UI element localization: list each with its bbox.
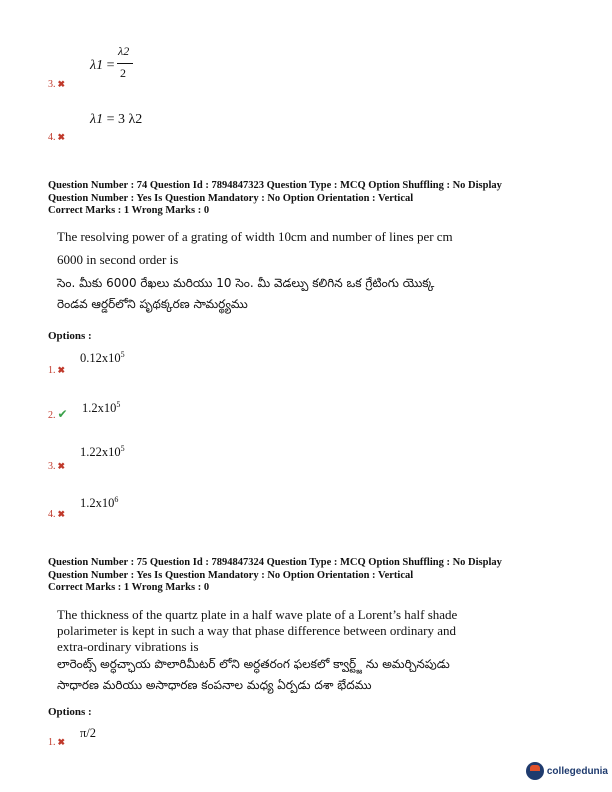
options-label: Options : bbox=[48, 330, 92, 342]
header-line-1: Question Number : 75 Question Id : 7894847324 Question Type : MCQ Option Shuffling : No Display bbox=[48, 557, 502, 568]
wrong-icon: ✖ bbox=[57, 132, 66, 142]
option-4-formula bbox=[90, 112, 142, 128]
option-number bbox=[48, 461, 65, 472]
question-text bbox=[57, 228, 453, 313]
option-exponent: 5 bbox=[116, 400, 121, 409]
options-label: Options : bbox=[48, 706, 92, 718]
marks-line: Correct Marks : 1 Wrong Marks : 0 bbox=[48, 205, 210, 216]
option-number bbox=[48, 365, 65, 376]
option-exponent: 6 bbox=[114, 495, 119, 504]
question-text-line: extra-ordinary vibrations is bbox=[57, 639, 199, 654]
wrong-icon: ✖ bbox=[57, 461, 66, 471]
question-text-line: polarimeter is kept in such a way that phase difference between ordinary and bbox=[57, 623, 456, 638]
option-number bbox=[48, 737, 65, 748]
marks-line: Correct Marks : 1 Wrong Marks : 0 bbox=[48, 582, 210, 593]
question-telugu-line: రెండవ ఆర్డర్‌లోని పృథక్కరణ సామర్థ్యము bbox=[57, 297, 248, 311]
question-header bbox=[48, 557, 502, 595]
option-value-text: 0.12x10 bbox=[80, 351, 121, 366]
question-telugu-line: లారెంట్స్ అర్ధచ్ఛాయ పొలారిమీటర్ లోని అర్ధతరంగ ఫలకలో క్వార్ట్జ్ ను అమర్చినపుడు bbox=[57, 657, 450, 671]
formula-lhs: λ1 bbox=[90, 112, 104, 127]
option-number-text: 4. bbox=[48, 509, 56, 520]
formula-rhs: = 3 λ2 bbox=[106, 112, 143, 127]
option-value bbox=[80, 444, 125, 460]
question-text-line: 6000 in second order is bbox=[57, 252, 179, 267]
option-number-text: 2. bbox=[48, 410, 56, 421]
formula-numerator: λ2 bbox=[118, 44, 130, 58]
logo-badge-icon bbox=[526, 762, 544, 780]
option-value-text: 1.2x10 bbox=[80, 496, 115, 511]
option-value bbox=[82, 400, 120, 416]
header-line-1: Question Number : 74 Question Id : 7894847323 Question Type : MCQ Option Shuffling : No Display bbox=[48, 180, 502, 191]
collegedunia-logo bbox=[526, 762, 608, 780]
option-number bbox=[48, 509, 65, 520]
correct-check-icon: ✔ bbox=[57, 407, 68, 421]
formula-lhs: λ1 bbox=[90, 58, 104, 73]
option-exponent: 5 bbox=[120, 444, 125, 453]
option-value-text: 1.22x10 bbox=[80, 445, 121, 460]
option-exponent: 5 bbox=[120, 350, 125, 359]
option-value-text: 1.2x10 bbox=[82, 401, 117, 416]
option-value bbox=[80, 495, 118, 511]
option-number-text: 4. bbox=[48, 132, 56, 143]
question-text-line: The thickness of the quartz plate in a half wave plate of a Lorent’s half shade bbox=[57, 607, 458, 622]
equals-sign: = bbox=[106, 58, 115, 73]
wrong-icon: ✖ bbox=[57, 79, 66, 89]
option-number bbox=[48, 407, 68, 422]
wrong-icon: ✖ bbox=[57, 509, 66, 519]
header-line-2: Question Number : Yes Is Question Mandatory : No Option Orientation : Vertical bbox=[48, 569, 414, 581]
question-text-line: The resolving power of a grating of width 10cm and number of lines per cm bbox=[57, 229, 453, 244]
formula-denominator: 2 bbox=[120, 66, 126, 80]
question-telugu-line: సెం. మీకు 6000 రేఖలు మరియు 10 సెం. మీ వెడల్పు కలిగిన ఒక గ్రేటింగు యొక్క bbox=[57, 276, 435, 290]
wrong-icon: ✖ bbox=[57, 737, 66, 747]
fraction-bar bbox=[117, 63, 133, 64]
option-number-text: 3. bbox=[48, 79, 56, 90]
option-number-text: 3. bbox=[48, 461, 56, 472]
option-number bbox=[48, 132, 65, 143]
option-number-text: 1. bbox=[48, 737, 56, 748]
option-number bbox=[48, 79, 65, 90]
option-3-formula bbox=[90, 58, 114, 74]
question-header bbox=[48, 180, 502, 218]
option-value bbox=[80, 350, 125, 366]
option-number-text: 1. bbox=[48, 365, 56, 376]
option-value: π/2 bbox=[80, 726, 97, 740]
header-line-2: Question Number : Yes Is Question Mandatory : No Option Orientation : Vertical bbox=[48, 192, 414, 204]
logo-text: collegedunia bbox=[546, 765, 608, 777]
question-text bbox=[57, 607, 457, 693]
wrong-icon: ✖ bbox=[57, 365, 66, 375]
question-telugu-line: సాధారణ మరియు అసాధారణ కంపనాల మధ్య ఏర్పడు దశా భేదము bbox=[57, 678, 372, 692]
